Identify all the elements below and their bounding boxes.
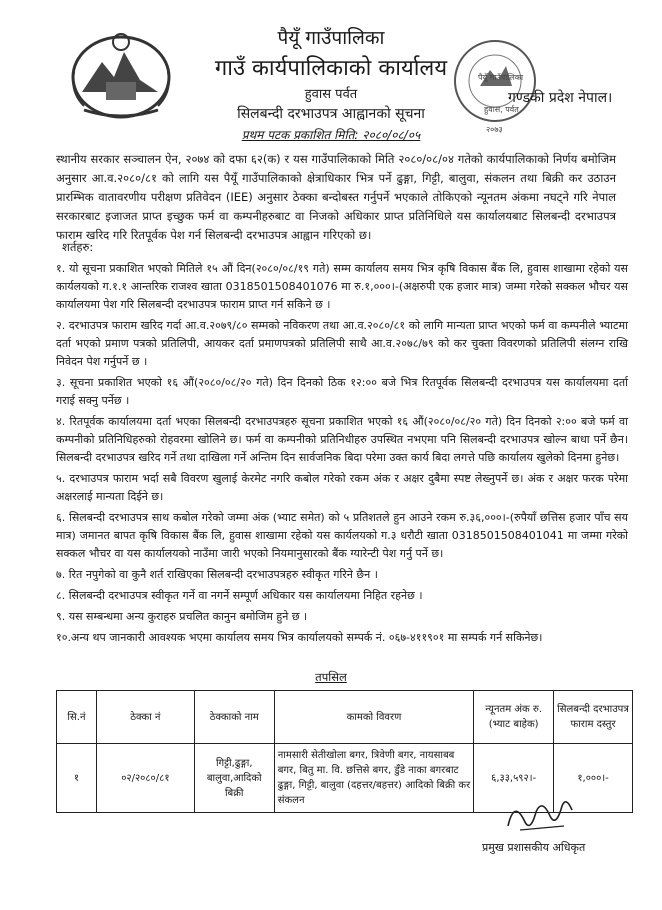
signatory-title: प्रमुख प्रशासकीय अधिकृत <box>482 841 586 854</box>
term-item: १०.अन्य थप जानकारी आवश्यक भएमा कार्यालय समय भित्र कार्यालयको सम्पर्क नं. ०६७-४११९०१ मा सम्पर्क गर्न सकिनेछ। <box>56 631 543 644</box>
table-cell: नामसारी सेतीखोला बगर, त्रिवेणी बगर, नायसाबब बगर, बितु मा. वि. छत्तिसे बगर, डुँडे नाका बगरबाट ढुङ्गा, गिट्टी, बालुवा (दहत्तर/बहत्तर) आदिको बिक्री कर संकलन <box>274 744 473 813</box>
table-header-row <box>57 691 633 744</box>
header-cell: कामको विवरण <box>274 691 473 744</box>
term-item: ३. सूचना प्रकाशित भएको १६ औं(२०८०/०८/२० गते) दिन दिनको ठिक १२:०० बजे भित्र रितपूर्वक सिलबन्दी दरभाउपत्र यस कार्यालयमा दर्ता गराई सक्नु पर्नेछ । <box>56 376 628 407</box>
header-cell: सि.नं <box>57 691 97 744</box>
schedule-title: तपसिल <box>315 670 347 684</box>
term-item: १. यो सूचना प्रकाशित भएको मितिले १५ औं दिन(२०८०/०८/१९ गते) सम्म कार्यालय समय भित्र कृषि विकास बैंक लि, हुवास शाखामा रहेको यस कार्यलयको ग.१.१ आन्तरिक राजश्व खाता 0318501508401076 मा रु.१,०००।-(अक्षरुपी एक हजार मात्र) जम्मा गरेको सक्कल भौचर यस कार्यालयमा पेश गरि सिलबन्दी दरभाउपत्र फाराम प्राप्त गर्न सकिने छ । <box>56 262 628 311</box>
office-name: गाउँ कार्यपालिकाको कार्यालय <box>214 56 448 81</box>
term-item: २. दरभाउपत्र फाराम खरिद गर्दा आ.व.२०७९/८० सम्मको नविकरण तथा आ.व.२०८०/८१ को लागि मान्यता प्राप्त भएको फर्म वा कम्पनीले भ्याटमा दर्ता भएको प्रमाण पत्रको प्रतिलिपी, आयकर दर्ता प्रमाणपत्रको प्रतिलिपी साथै आ.व.२०७८/७९ को कर चुक्ता विवरणको प्रतिलिपी संलग्न राखि निवेदन पेश गर्नुपर्ने छ । <box>56 319 628 368</box>
term-item: ६. सिलबन्दी दरभाउपत्र साथ कबोल गरेको जम्मा अंक (भ्याट समेत) को ५ प्रतिशतले हुन आउने रकम रु.३६,०००।-(रुपैयाँ छत्तिस हजार पाँच सय मात्र) जमानत बापत कृषि विकास बैंक लि, हुवास शाखामा रहेको यस कार्यलयको ग.३ धरौटी खाता 0318501508401041 मा जम्मा गरेको सक्कल भौचर वा यस कार्यालयको नाउँमा जारी भएको नियमानुसारको बैंक ग्यारेन्टी पेश गर्नु पर्ने छ। <box>56 511 628 560</box>
term-item: ४. रितपूर्वक कार्यालयमा दर्ता भएका सिलबन्दी दरभाउपत्रहरु सूचना प्रकाशित भएको १६ औं(२०८०/०८/२० गते) दिन दिनको २:०० बजे फर्म वा कम्पनीको प्रतिनिधिहरुको रोहवरमा खोलिने छ। फर्म वा कम्पनीको प्रतिनिधीहरु उपस्थित नभएमा पनि सिलबन्दी दरभाउपत्र खोल्न बाधा पर्ने छैन। सिलबन्दी दरभाउपत्र खरिद गर्ने तथा दाखिला गर्ने अन्तिम दिन सार्वजनिक बिदा परेमा उक्त कार्य बिदा लगत्ते पछि कार्यालय खुलेको दिनमा हुनेछ। <box>56 415 628 464</box>
seal-text-2: हुवास, पर्वत <box>484 105 519 114</box>
location: हुवास पर्वत <box>304 87 358 102</box>
province-name: गण्डकी प्रदेश नेपाल। <box>508 90 613 106</box>
table-cell: १,०००।- <box>554 744 633 813</box>
table-cell: १ <box>57 744 97 813</box>
terms-heading: शर्तहरु: <box>62 240 94 254</box>
intro-paragraph: स्थानीय सरकार सञ्चालन ऐन, २०७४ को दफा ६२(क) र यस गाउँपालिकाको मिति २०८०/०८/०४ गतेको कार्यपालिकाको निर्णय बमोजिम अनुसार आ.व.२०८०/८१ को लागि यस पैयूँ गाउँपालिकाको क्षेत्राधिकार भित्र पर्ने ढुङ्गा, गिट्टी, बालुवा, संकलन तथा बिक्री कर उठाउन प्रारम्भिक वातावरणीय परीक्षण प्रतिवेदन (IEE) अनुसार ठेक्का बन्दोबस्त गर्नुपर्ने भएकाले तोकिएको न्यूनतम अंकमा नघट्ने गरि नेपाल सरकारबाट इजाजत प्राप्त इच्छुक फर्म वा कम्पनीहरुबाट वा निजको अधिकार प्राप्त प्रतिनिधिले यस कार्यालयबाट सिलबन्दी दरभाउपत्र फाराम खरिद गरि रितपूर्वक पेश गर्न सिलबन्दी दरभाउपत्र आह्वान गरिएको छ। <box>56 152 616 242</box>
header-cell: ठेक्का नं <box>96 691 194 744</box>
municipality-name: पैयूँ गाउँपालिका <box>277 27 385 49</box>
table-cell: गिट्टी,ढुङ्गा, बालुवा,आदिको बिक्री <box>194 744 274 813</box>
table-cell: ०२/२०८०/८१ <box>96 744 194 813</box>
header-cell: न्यूनतम अंक रु. (भ्याट बाहेक) <box>474 691 554 744</box>
notice-title: सिलबन्दी दरभाउपत्र आह्वानको सूचना <box>237 106 425 122</box>
terms-list <box>56 260 628 650</box>
term-item: ५. दरभाउपत्र फाराम भर्दा सबै विवरण खुलाई केरमेट नगरि कबोल गरेको रकम अंक र अक्षर दुबैमा स्पष्ट लेख्नुपर्ने छ। अंक र अक्षर फरक परेमा अक्षरलाई मान्यता दिईने छ। <box>56 472 628 503</box>
term-item: ७. रित नपुगेको वा कुनै शर्त राखिएका सिलबन्दी दरभाउपत्रहरु स्वीकृत गरिने छैन । <box>56 568 378 581</box>
signature-icon <box>500 790 580 840</box>
publish-date: प्रथम पटक प्रकाशित मिति: २०८०/०८/०५ <box>241 128 421 142</box>
table-cell: ६,३३,५९२।- <box>474 744 554 813</box>
header-cell: ठेक्काको नाम <box>194 691 274 744</box>
term-item: ८. सिलबन्दी दरभाउपत्र स्वीकृत गर्ने वा नगर्ने सम्पूर्ण अधिकार यस कार्यालयमा निहित रहनेछ । <box>56 589 423 602</box>
term-item: ९. यस सम्बन्धमा अन्य कुराहरु प्रचलित कानुन बमोजिम हुने छ । <box>56 610 308 623</box>
seal-text-1: पैयूँ गाउँपालिका <box>478 73 524 82</box>
header-cell: सिलबन्दी दरभाउपत्र फाराम दस्तुर <box>554 691 633 744</box>
seal-text-3: २०७३ <box>486 125 503 134</box>
